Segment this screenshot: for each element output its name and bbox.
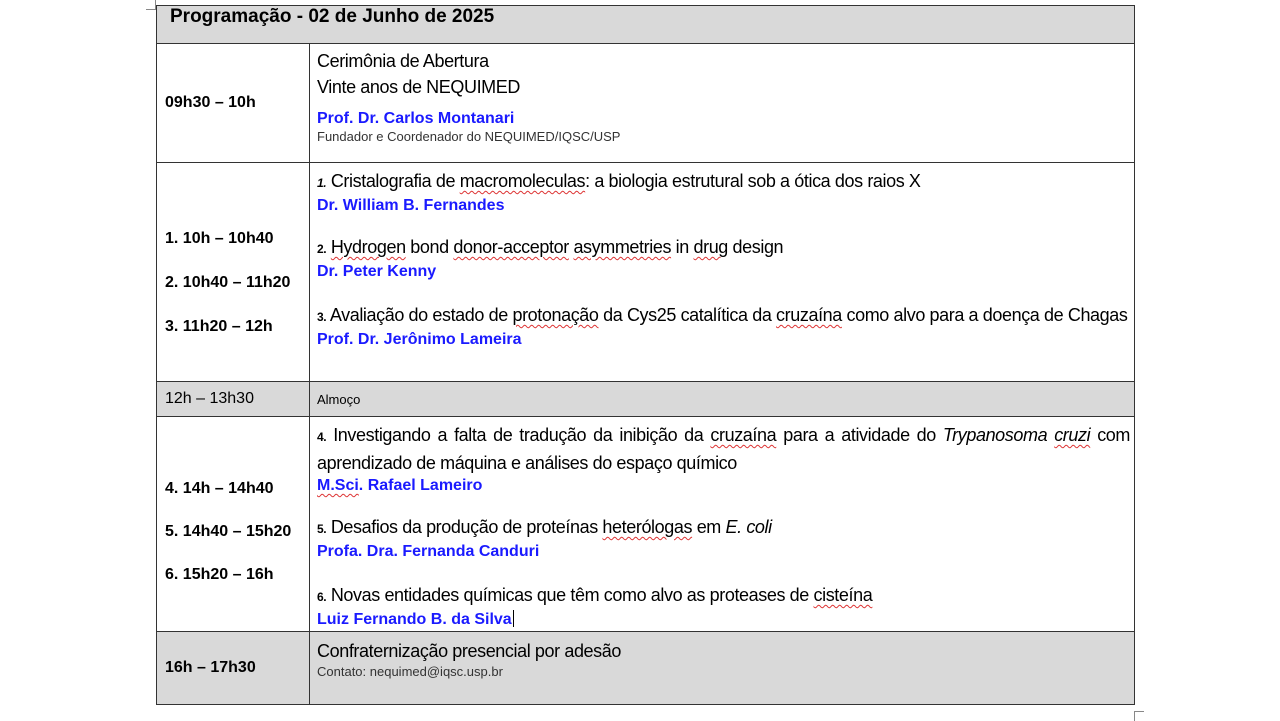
closing-contact: Contato: nequimed@iqsc.usp.br bbox=[317, 664, 503, 679]
talk-5-speaker: Profa. Dra. Fernanda Canduri bbox=[317, 543, 540, 560]
opening-subtitle: Vinte anos de NEQUIMED bbox=[317, 77, 520, 97]
opening-affiliation: Fundador e Coordenador do NEQUIMED/IQSC/USP bbox=[317, 129, 621, 144]
closing-title: Confraternização presencial por adesão bbox=[317, 641, 621, 661]
talk-1-speaker: Dr. William B. Fernandes bbox=[317, 197, 505, 214]
schedule-table bbox=[156, 5, 1135, 705]
lunch-time: 12h – 13h30 bbox=[165, 390, 254, 407]
session1-row bbox=[157, 163, 1135, 382]
opening-time: 09h30 – 10h bbox=[165, 94, 256, 111]
talk-3-title: 3. Avaliação do estado de protonação da Cys25 catalítica da cruzaína como alvo para a doença de Chagas bbox=[317, 305, 1128, 325]
schedule-title: Programação - 02 de Junho de 2025 bbox=[170, 6, 495, 27]
opening-title: Cerimônia de Abertura bbox=[317, 51, 489, 71]
opening-row bbox=[157, 44, 1135, 163]
talk-1-title: 1. Cristalografia de macromoleculas: a biologia estrutural sob a ótica dos raios X bbox=[317, 171, 921, 191]
time-slot-4: 4. 14h – 14h40 bbox=[165, 480, 274, 497]
text-cursor bbox=[513, 610, 514, 627]
header-row bbox=[157, 6, 1135, 44]
page-corner-mark bbox=[146, 0, 156, 10]
time-slot-3: 3. 11h20 – 12h bbox=[165, 318, 273, 335]
lunch-label: Almoço bbox=[317, 391, 361, 407]
closing-row bbox=[157, 632, 1135, 705]
time-slot-1: 1. 10h – 10h40 bbox=[165, 230, 274, 247]
lunch-row bbox=[157, 382, 1135, 417]
talk-6-speaker: Luiz Fernando B. da Silva bbox=[317, 611, 512, 628]
closing-time: 16h – 17h30 bbox=[165, 659, 256, 676]
opening-speaker: Prof. Dr. Carlos Montanari bbox=[317, 110, 515, 127]
talk-4-speaker: M.Sci. Rafael Lameiro bbox=[317, 477, 483, 494]
talk-2-title: 2. Hydrogen bond donor-acceptor asymmetries in drug design bbox=[317, 237, 784, 257]
talk-6-title: 6. Novas entidades químicas que têm como alvo as proteases de cisteína bbox=[317, 585, 873, 605]
time-slot-2: 2. 10h40 – 11h20 bbox=[165, 274, 291, 291]
talk-4-title: 4. Investigando a falta de tradução da inibição da cruzaína para a atividade do Trypanosoma cruzi com aprendizado de máquina e análises do espaço químico bbox=[317, 425, 1131, 473]
time-slot-6: 6. 15h20 – 16h bbox=[165, 566, 274, 583]
time-slot-5: 5. 14h40 – 15h20 bbox=[165, 523, 292, 540]
session2-row bbox=[157, 417, 1135, 632]
talk-5-title: 5. Desafios da produção de proteínas heterólogas em E. coli bbox=[317, 517, 772, 537]
talk-2-speaker: Dr. Peter Kenny bbox=[317, 263, 437, 280]
talk-3-speaker: Prof. Dr. Jerônimo Lameira bbox=[317, 331, 522, 348]
